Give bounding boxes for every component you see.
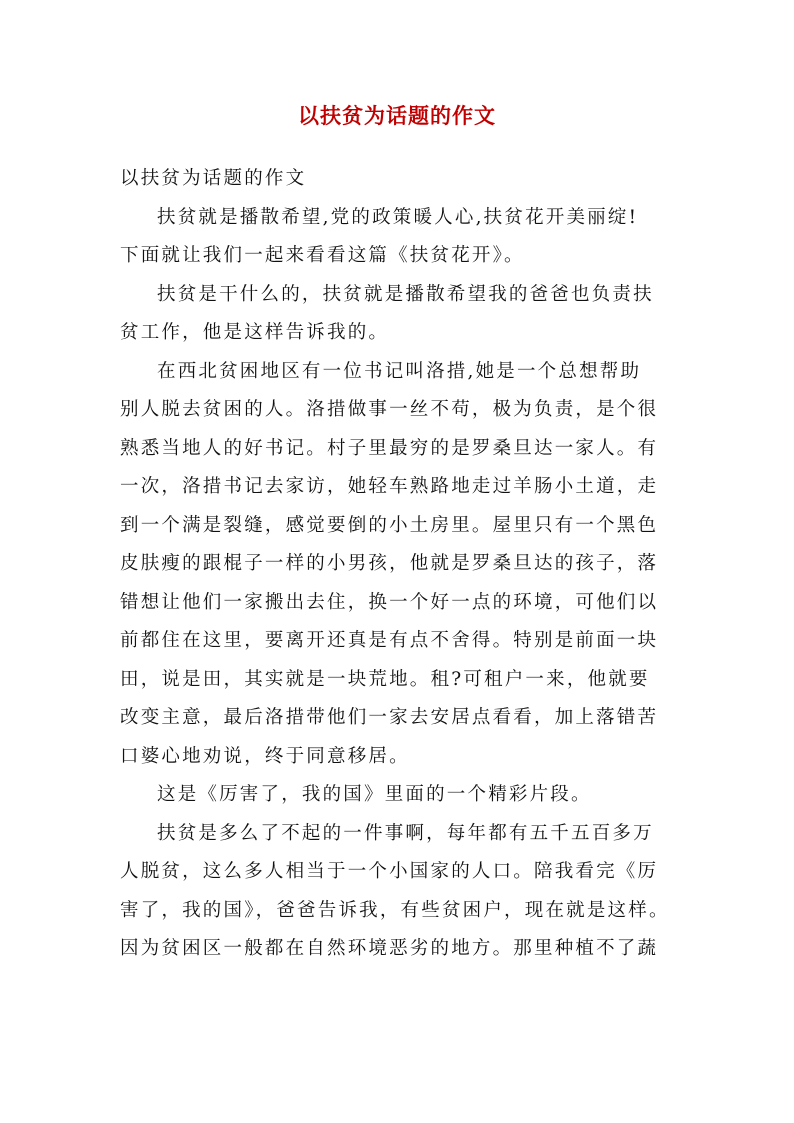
paragraph-story: [120, 353, 680, 777]
text-line: 扶贫就是播散希望,党的政策暖人心,扶贫花开美丽绽!: [157, 206, 639, 228]
text-line: 在西北贫困地区有一位书记叫洛措,她是一个总想帮助: [157, 360, 642, 382]
text-line: 人脱贫，这么多人相当于一个小国家的人口。陪我看完《厉: [120, 861, 659, 882]
text-line: 一次，洛措书记去家访，她轻车熟路地走过羊肠小土道，走: [120, 476, 659, 497]
text-line: 因为贫困区一般都在自然环境恶劣的地方。那里种植不了蔬: [120, 938, 659, 959]
text-line: 扶贫是干什么的，扶贫就是播散希望我的爸爸也负责扶: [157, 283, 654, 305]
text-line: 皮肤瘦的跟棍子一样的小男孩，他就是罗桑旦达的孩子，落: [120, 553, 659, 574]
document-body: [120, 160, 680, 969]
text-line: 别人脱去贫困的人。洛措做事一丝不苟，极为负责，是个很: [120, 399, 659, 420]
paragraph-purpose: [120, 276, 680, 353]
text-line: 田，说是田，其实就是一块荒地。租?可租户一来，他就要: [120, 668, 650, 690]
text-line: 到一个满是裂缝，感觉要倒的小土房里。屋里只有一个黑色: [120, 514, 659, 536]
text-line: 贫工作，他是这样告诉我的。: [120, 322, 390, 343]
text-line: 口婆心地劝说，终于同意移居。: [120, 745, 410, 767]
paragraph-source: [120, 776, 680, 815]
subtitle-line: 以扶贫为话题的作文: [120, 168, 307, 189]
paragraph-intro: [120, 199, 680, 276]
text-line: 熟悉当地人的好书记。村子里最穷的是罗桑旦达一家人。有: [120, 437, 659, 459]
text-line: 这是《厉害了，我的国》里面的一个精彩片段。: [157, 784, 592, 805]
document-title: 以扶贫为话题的作文: [298, 103, 496, 128]
subtitle-paragraph: [120, 160, 680, 199]
paragraph-reflection: [120, 815, 680, 969]
text-line: 下面就让我们一起来看看这篇《扶贫花开》。: [120, 245, 525, 266]
text-line: 扶贫是多么了不起的一件事啊，每年都有五千五百多万: [157, 822, 654, 844]
text-line: 前都住在这里，要离开还真是有点不舍得。特别是前面一块: [120, 630, 659, 651]
text-line: 错想让他们一家搬出去住，换一个好一点的环境，可他们以: [120, 591, 659, 613]
text-line: 害了，我的国》，爸爸告诉我，有些贫困户，现在就是这样。: [120, 899, 670, 921]
text-line: 改变主意，最后洛措带他们一家去安居点看看，加上落错苦: [120, 707, 659, 728]
